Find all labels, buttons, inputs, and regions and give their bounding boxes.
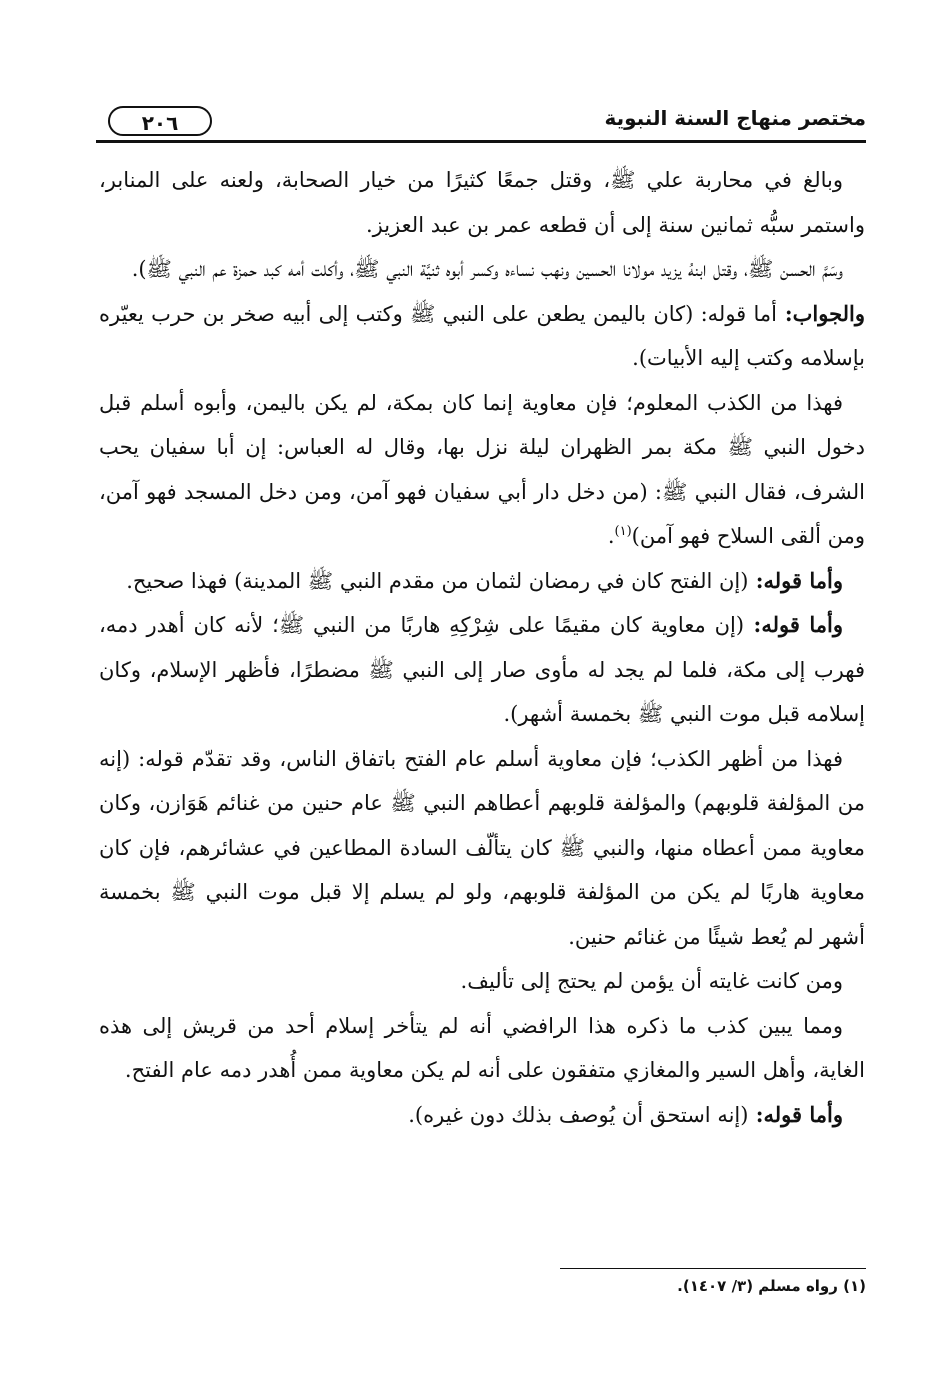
body-text (99, 158, 865, 1137)
running-title: مختصر منهاج السنة النبوية (604, 106, 866, 130)
page-number: ٢٠٦ (108, 106, 212, 136)
paragraph (99, 559, 865, 604)
paragraph-text: (إنه استحق أن يُوصف بذلك دون غيره). (408, 1102, 749, 1127)
paragraph-lead: والجواب: (776, 300, 865, 326)
paragraph (99, 737, 865, 960)
footnote-rule (560, 1268, 866, 1269)
paragraph-lead: وأما قوله: (748, 1101, 843, 1127)
paragraph-text: فهذا من الكذب المعلوم؛ فإن معاوية إنما كان بمكة، لم يكن باليمن، وأبوه أسلم قبل دخول النبي ﷺ مكة بمر الظهران ليلة نزل بها، وقال له العباس: إن أبا سفيان يحب الشرف، فقال النبي ﷺ: (من دخل دار أبي سفيان فهو آمن، ومن دخل المسجد فهو آمن، ومن ألقى السلاح فهو آمن) (99, 390, 865, 548)
paragraph-text: (إن معاوية كان مقيمًا على شِرْكِهِ هاربًا من النبي ﷺ؛ لأنه كان أهدر دمه، فهرب إلى مكة، فلما لم يجد له مأوى صار إلى النبي ﷺ مضطرًا، فأظهر الإسلام، وكان إسلامه قبل موت النبي ﷺ بخمسة أشهر). (99, 613, 865, 726)
paragraph-lead: وأما قوله: (744, 612, 843, 637)
paragraph-text: (إن الفتح كان في رمضان لثمان من مقدم النبي ﷺ المدينة) فهذا صحيح. (126, 568, 749, 593)
paragraph-text: فهذا من أظهر الكذب؛ فإن معاوية أسلم عام الفتح باتفاق الناس، وقد تقدّم قوله: (إنه من المؤلفة قلوبهم) والمؤلفة قلوبهم أعطاهم النبي ﷺ عام حنين من غنائم هَوَازن، وكان معاوية ممن أعطاه منها، والنبي ﷺ كان يتألّف السادة المطاعين في عشائرهم، فإن كان معاوية هاربًا لم يكن من المؤلفة قلوبهم، ولو لم يسلم إلا قبل موت النبي ﷺ بخمسة أشهر لم يُعط شيئًا من غنائم حنين. (99, 746, 865, 949)
header-rule (96, 140, 866, 143)
paragraph (99, 158, 865, 247)
paragraph (99, 292, 865, 381)
footnote: (١) رواه مسلم (٣/ ١٤٠٧). (677, 1277, 866, 1295)
paragraph (99, 603, 865, 737)
footnote-marker[interactable]: (١) (614, 524, 632, 539)
page-header (96, 104, 866, 144)
paragraph (99, 959, 865, 1004)
paragraph (99, 381, 865, 559)
paragraph-text: ومن كانت غايته أن يؤمن لم يحتج إلى تأليف. (460, 969, 843, 993)
paragraph (99, 1004, 865, 1093)
paragraph (99, 1093, 865, 1138)
paragraph-text: أما قوله: (كان باليمن يطعن على النبي ﷺ وكتب إلى أبيه صخر بن حرب يعيّره بإسلامه وكتب إليه الأبيات). (99, 301, 865, 370)
paragraph (99, 247, 865, 292)
paragraph-text: وبالغ في محاربة علي ﷺ، وقتل جمعًا كثيرًا من خيار الصحابة، ولعنه على المنابر، واستمر سبُّه ثمانين سنة إلى أن قطعه عمر بن عبد العزيز. (99, 168, 865, 237)
paragraph-text: ومما يبين كذب ما ذكره هذا الرافضي أنه لم يتأخر إسلام أحد من قريش إلى هذه الغاية، وأهل السير والمغازي متفقون على أنه لم يكن معاوية ممن أُهدر دمه عام الفتح. (99, 1013, 865, 1082)
paragraph-lead: وأما قوله: (748, 567, 843, 593)
paragraph-text: وسَمَّ الحسن ﷺ، وقتل ابنهُ يزيد مولانا الحسين ونهب نساءه وكسر أبوه ثنيَّة النبي ﷺ، وأكلت أمه كبد حمزة عم النبي ﷺ). (131, 257, 843, 281)
paragraph-tail: . (607, 524, 615, 548)
